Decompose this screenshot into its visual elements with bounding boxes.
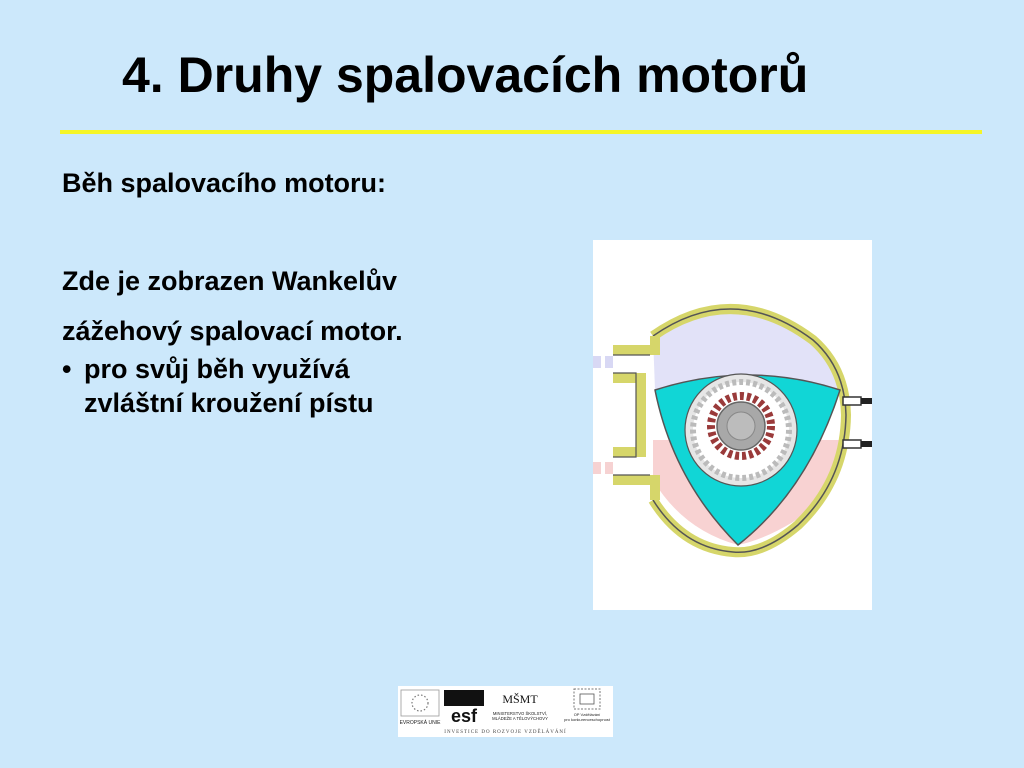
esf-label: esf: [450, 706, 478, 726]
esf-logo: [444, 690, 484, 726]
op-label-line-2: pro konkurenceschopnost: [564, 717, 610, 722]
subheading: Běh spalovacího motoru:: [62, 168, 387, 198]
eu-flag-logo: [401, 690, 439, 716]
msmt-label-line-2: MLÁDEŽE A TĚLOVÝCHOVY: [492, 716, 548, 721]
eu-label: EVROPSKÁ UNIE: [399, 720, 441, 726]
bullet-item: [62, 352, 374, 420]
msmt-mark: MŠMT: [502, 692, 538, 706]
wankel-engine-diagram: [593, 240, 872, 610]
paragraph-line-1: Zde je zobrazen Wankelův: [62, 266, 398, 296]
wankel-engine-illustration: [593, 240, 872, 610]
logo-caption: INVESTICE DO ROZVOJE VZDĚLÁVÁNÍ: [444, 730, 567, 735]
description-paragraph: [62, 256, 403, 356]
paragraph-line-2: zážehový spalovací motor.: [62, 316, 403, 346]
slide-title: 4. Druhy spalovacích motorů: [122, 47, 809, 103]
bullet-dot: •: [62, 354, 72, 384]
msmt-label-line-1: MINISTERSTVO ŠKOLSTVÍ,: [492, 711, 548, 716]
bullet-line-2: zvláštní kroužení pístu: [84, 388, 374, 418]
op-vk-logo: [574, 689, 600, 709]
funding-logo-strip: [398, 686, 613, 737]
op-label-line-1: OP Vzdělávání: [573, 712, 601, 717]
intake-port-marks: [593, 356, 613, 474]
bullet-line-1: pro svůj běh využívá: [84, 354, 350, 384]
title-underline: [60, 130, 982, 134]
port-ducts: [613, 336, 655, 500]
